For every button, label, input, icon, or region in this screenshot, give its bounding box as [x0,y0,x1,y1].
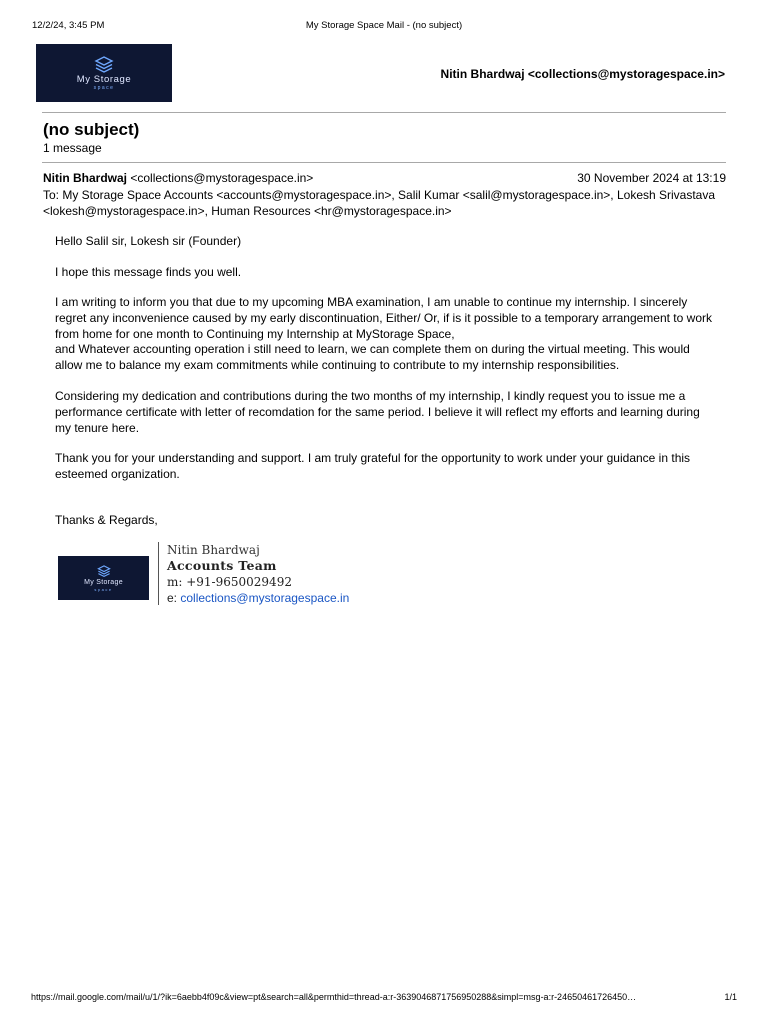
footer-url: https://mail.google.com/mail/u/1/?ik=6aebb4f09c&view=pt&search=all&permthid=thread-a:r-3639046871756950288&simpl=msg-a:r-24650461726450… [31,992,637,1002]
signature-logo [58,556,149,600]
signature-divider [158,542,159,605]
body-closing: Thanks & Regards, [55,513,158,527]
body-paragraph-1: I hope this message finds you well. [55,265,242,279]
signature-logo-name: My Storage [84,578,123,586]
message-sender [43,171,313,185]
message-date: 30 November 2024 at 13:19 [577,171,726,185]
signature-email-line [167,590,349,606]
signature-name: Nitin Bhardwaj [167,543,260,557]
logo-name: My Storage [76,73,132,85]
storage-cube-icon [97,565,111,578]
account-identity: Nitin Bhardwaj <collections@mystoragespace.in> [440,67,725,81]
signature-block [167,542,349,606]
thread-subject: (no subject) [43,120,140,139]
company-logo [36,44,172,102]
print-date: 12/2/24, 3:45 PM [32,20,105,31]
body-paragraph-2a: I am writing to inform you that due to my upcoming MBA examination, I am unable to continue my internship. I sincerely regret any inconvenience caused by my early discontinuation, Either/ Or, if is it possible to a temporary arrangement to work from home for one month to Continuing my Internship at MyStorage Space, [55,295,712,341]
logo-subtext: space [93,84,115,91]
message-recipients: To: My Storage Space Accounts <accounts@mystoragespace.in>, Salil Kumar <salil@mystoragespace.in>, Lokesh Srivastava <lokesh@mystoragespace.in>, Human Resources <hr@mystoragespace.in> [43,188,716,218]
body-paragraph-3: Considering my dedication and contributions during the two months of my internship, I kindly request you to issue me a performance certificate with letter of recomdation for the same period. I believe it will reflect my efforts and learning during my tenure here. [55,389,700,435]
sender-name: Nitin Bhardwaj [43,171,128,185]
footer-page-number: 1/1 [724,992,737,1002]
storage-cube-icon [94,56,114,74]
sender-email: <collections@mystoragespace.in> [130,171,314,185]
signature-email-prefix: e: [167,591,178,605]
message-divider [42,162,726,163]
print-title: My Storage Space Mail - (no subject) [305,20,463,31]
message-count: 1 message [43,141,102,155]
signature-team: Accounts Team [167,558,277,573]
signature-email-link[interactable]: collections@mystoragespace.in [180,591,350,605]
signature-logo-subtext: space [94,586,113,592]
header-divider [42,112,726,113]
signature-phone: m: +91-9650029492 [167,575,292,589]
body-paragraph-2 [55,295,717,374]
body-paragraph-2b: and Whatever accounting operation i still need to learn, we can complete them on during the virtual meeting. This would allow me to balance my exam commitments while continuing to contribute to my internship responsibilities. [55,342,690,373]
body-paragraph-4: Thank you for your understanding and support. I am truly grateful for the opportunity to work under your guidance in this esteemed organization. [55,451,691,481]
body-greeting: Hello Salil sir, Lokesh sir (Founder) [55,234,242,248]
